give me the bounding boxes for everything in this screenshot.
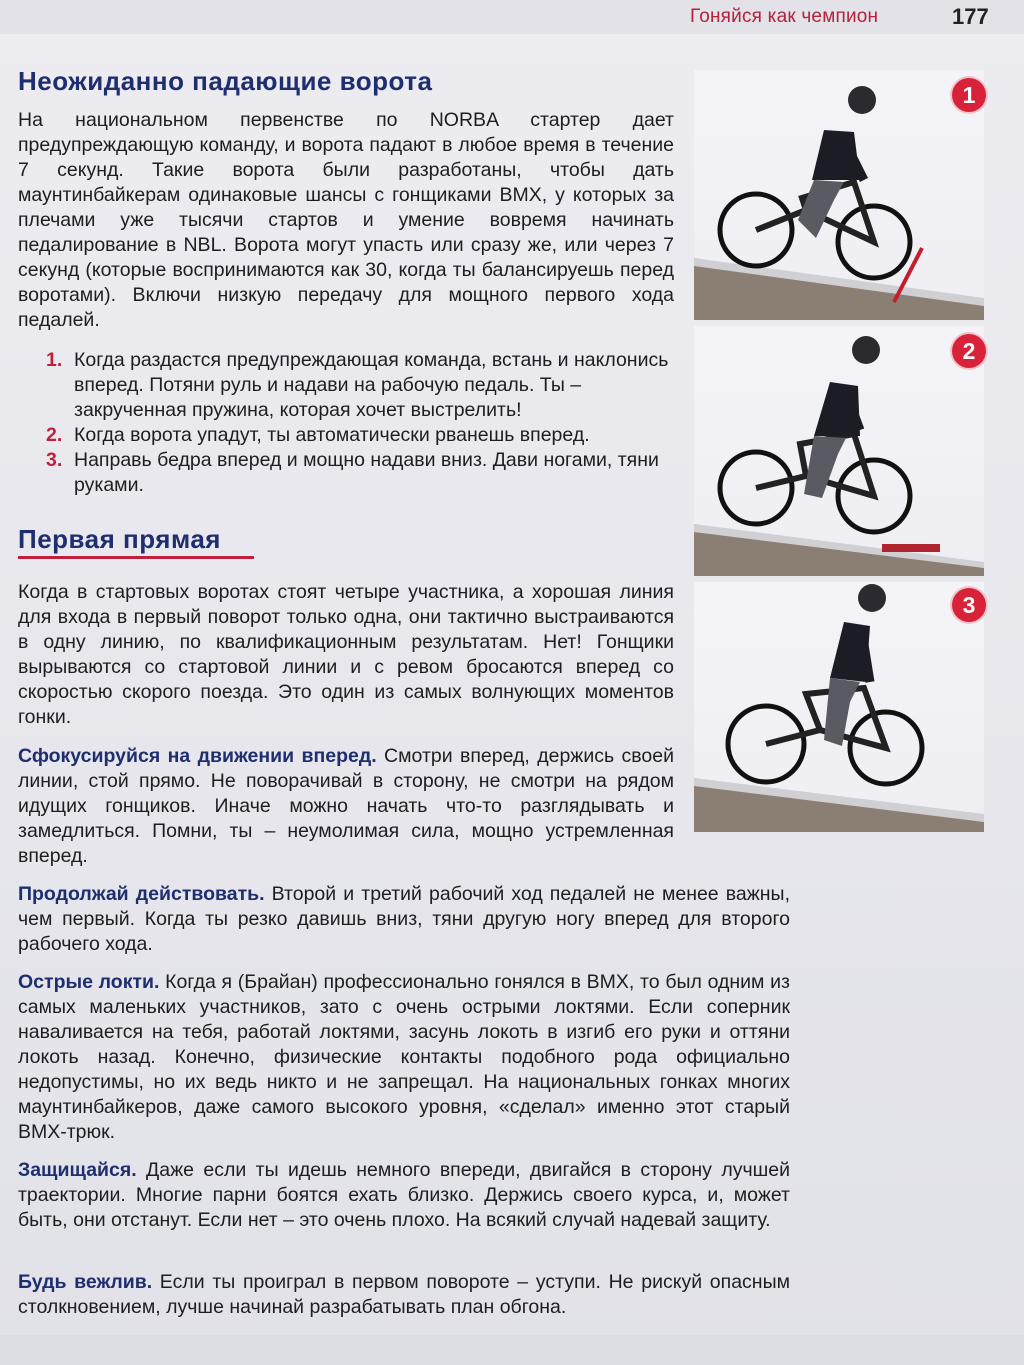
rider-photo-3 [694, 582, 984, 832]
step-item: 1. Когда раздастся предупреждающая команда, встань и наклонись вперед. Потяни руль и надави на рабочую педаль. Ты – закрученная пружина, которая хочет выстрелить! [46, 349, 669, 421]
rider-illustration [694, 70, 984, 320]
step-item: 2. Когда ворота упадут, ты автоматически рванешь вперед. [46, 424, 590, 446]
page-footer [0, 1335, 1024, 1365]
rider-illustration [694, 326, 984, 576]
section1-intro: На национальном первенстве по NORBA стартер дает предупреждающую команду, и ворота падают в любое время в течение 7 секунд. Такие ворота были разработаны, чтобы дать маунтинбайкерам одинаковые шансы с гонщиками BMX, у которых за плечами уже тысячи стартов и умение вовремя начинать педалирование в NBL. Ворота могут упасть или сразу же, или через 7 секунд (которые воспринимаются как 30, когда ты балансируешь перед воротами). Включи низкую передачу для мощного первого хода педалей. [18, 109, 674, 331]
section-title-first-straight: Первая прямая [18, 524, 221, 554]
photo-number-badge: 2 [952, 334, 986, 368]
tip-be-polite: Будь вежлив. Если ты проиграл в первом повороте – уступи. Не рискуй опасным столкновением, лучше начинай разрабатывать план обгона. [18, 1271, 790, 1318]
section-title-falling-gates: Неожиданно падающие ворота [18, 66, 433, 96]
section2-intro: Когда в стартовых воротах стоят четыре участника, а хорошая линия для входа в первый поворот только одна, они тактично выстраиваются в одну линию, по квалификационным результатам. Нет! Гонщики вырываются со стартовой линии и с ревом бросаются вперед со скоростью скорого поезда. Это один из самых волнующих моментов гонки. [18, 581, 674, 728]
step-item: 3. Направь бедра вперед и мощно надави вниз. Дави ногами, тяни руками. [46, 449, 659, 496]
photo-number-badge: 1 [952, 78, 986, 112]
running-title: Гоняйся как чемпион [690, 6, 879, 27]
tip-sharp-elbows: Острые локти. Когда я (Брайан) профессионально гонялся в BMX, то был одним из самых маленьких участников, зато с очень острыми локтями. Если соперник наваливается на тебя, работай локтями, засунь локоть в изгиб его руки и оттяни локоть назад. Конечно, физические контакты подобного рода официально недопустимы, но их ведь никто и не запрещал. На национальных гонках многих маунтинбайкеров, даже самого высокого уровня, «сделал» именно этот старый BMX-трюк. [18, 971, 790, 1143]
tip-keep-going: Продолжай действовать. Второй и третий рабочий ход педалей не менее важны, чем первый. Когда ты резко давишь вниз, тяни другую ногу вперед для второго рабочего хода. [18, 883, 790, 955]
photo-number-badge: 3 [952, 588, 986, 622]
tip-focus: Сфокусируйся на движении вперед. Смотри вперед, держись своей линии, стой прямо. Не поворачивай в сторону, не смотри на рядом идущих гонщиков. Иначе можно начать что-то разглядывать и замедлиться. Помни, ты – неумолимая сила, мощно устремленная вперед. [18, 745, 674, 867]
rider-photo-1 [694, 70, 984, 320]
rider-illustration [694, 582, 984, 832]
steps-list [18, 348, 674, 498]
page-number: 177 [952, 4, 989, 29]
title-underline [18, 556, 254, 559]
tip-protect: Защищайся. Даже если ты идешь немного впереди, двигайся в сторону лучшей траектории. Многие парни боятся ехать близко. Держись своего курса, и, может быть, они отстанут. Если нет – это очень плохо. На всякий случай надевай защиту. [18, 1159, 790, 1231]
rider-photo-2 [694, 326, 984, 576]
